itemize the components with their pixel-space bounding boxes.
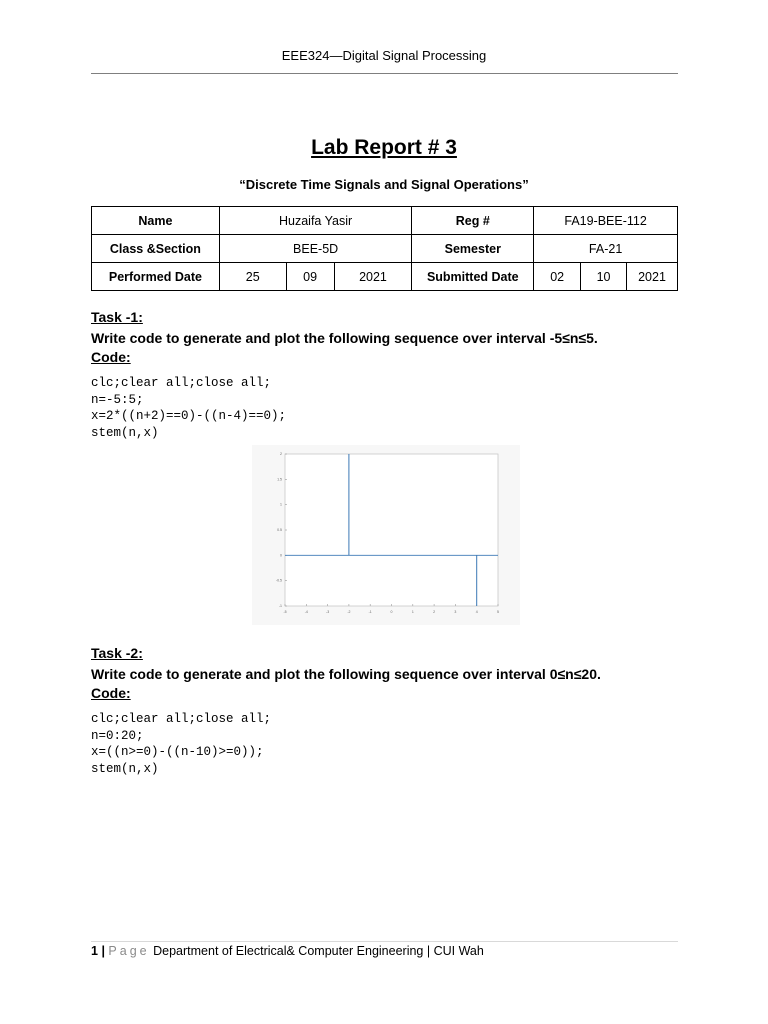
name-value: Huzaifa Yasir: [219, 207, 412, 235]
x-tick-label: 4: [475, 610, 478, 614]
subtitle: “Discrete Time Signals and Signal Operations”: [239, 177, 529, 192]
semester-value: FA-21: [534, 235, 678, 263]
performed-month: 09: [286, 263, 334, 291]
page-number: 1: [91, 944, 98, 958]
table-row: [92, 207, 678, 235]
x-tick-label: -4: [304, 610, 308, 614]
y-tick-label: 0.5: [277, 528, 282, 532]
submitted-day: 02: [534, 263, 581, 291]
x-tick-label: -2: [347, 610, 351, 614]
submitted-year: 2021: [627, 263, 678, 291]
footer-department: Department of Electrical& Computer Engineering | CUI Wah: [153, 944, 484, 958]
x-tick-label: -3: [326, 610, 330, 614]
x-tick-label: 0: [390, 610, 393, 614]
y-tick-label: 2: [280, 452, 282, 456]
y-tick-label: -1: [278, 604, 282, 608]
stem-plot: [252, 445, 520, 625]
submitted-date-label: Submitted Date: [412, 263, 534, 291]
performed-day: 25: [219, 263, 286, 291]
table-row: [92, 263, 678, 291]
semester-label: Semester: [412, 235, 534, 263]
task2-question: Write code to generate and plot the following sequence over interval 0≤n≤20.: [91, 666, 601, 682]
reg-label: Reg #: [412, 207, 534, 235]
page-title: Lab Report # 3: [311, 136, 457, 159]
name-label: Name: [92, 207, 220, 235]
task2-heading: Task -2:: [91, 645, 143, 661]
performed-date-label: Performed Date: [92, 263, 220, 291]
y-tick-label: -0.5: [275, 578, 282, 583]
x-tick-label: -1: [368, 610, 372, 614]
x-tick-label: 1: [411, 610, 414, 614]
footer-separator: |: [101, 944, 105, 958]
y-tick-label: 1: [280, 502, 282, 507]
header-rule: [91, 73, 678, 74]
x-tick-label: 3: [454, 610, 457, 614]
task2-code-block: clc;clear all;close all; n=0:20; x=((n>=0)-((n-10)>=0)); stem(n,x): [91, 712, 272, 776]
footer-rule: [91, 941, 678, 942]
reg-value: FA19-BEE-112: [534, 207, 678, 235]
table-row: [92, 235, 678, 263]
page-word: Page: [108, 944, 150, 958]
submitted-month: 10: [581, 263, 627, 291]
class-value: BEE-5D: [219, 235, 412, 263]
header-course-title: EEE324—Digital Signal Processing: [281, 48, 487, 63]
class-label: Class &Section: [92, 235, 220, 263]
task2-code-label: Code:: [91, 685, 131, 701]
y-tick-label: 0: [280, 553, 282, 558]
performed-year: 2021: [334, 263, 412, 291]
x-tick-label: 5: [497, 610, 499, 614]
info-table: [91, 206, 678, 291]
task1-heading: Task -1:: [91, 309, 143, 325]
footer: [91, 944, 484, 958]
task1-code-label: Code:: [91, 349, 131, 365]
task1-question: Write code to generate and plot the following sequence over interval -5≤n≤5.: [91, 330, 598, 346]
y-tick-label: 1.5: [277, 477, 282, 482]
x-tick-label: -5: [283, 610, 287, 614]
x-tick-label: 2: [433, 610, 436, 614]
task1-code-block: clc;clear all;close all; n=-5:5; x=2*((n+2)==0)-((n-4)==0); stem(n,x): [91, 376, 287, 440]
plot-area: [285, 454, 498, 606]
